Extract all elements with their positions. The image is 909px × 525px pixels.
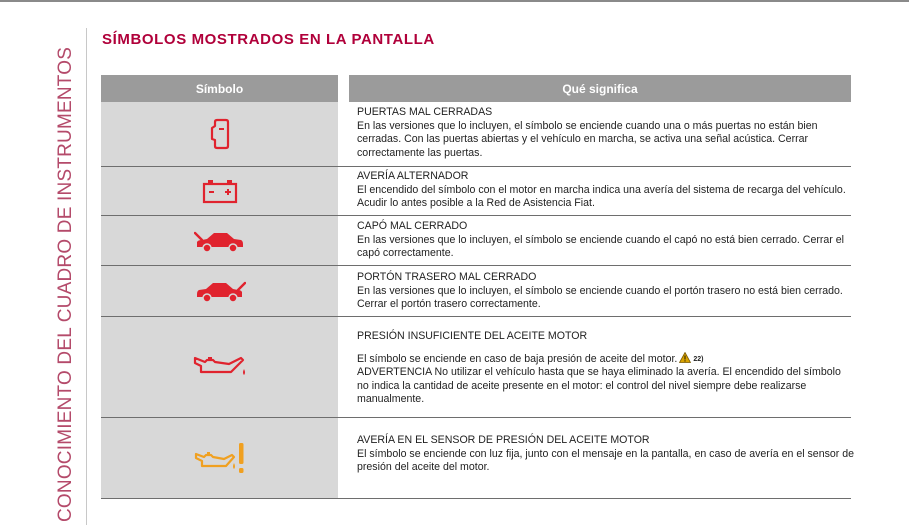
side-rule (86, 28, 87, 525)
row-oil-sensor-description (357, 434, 855, 475)
row-warning-text: ADVERTENCIA No utilizar el vehículo hasta que se haya eliminado la avería. El encendido del símbolo no indica la cantidad de aceite presente en el motor: el control del nivel siempre debe realizarse manualmente. (357, 366, 841, 406)
symbol-cell (101, 216, 338, 265)
symbol-cell (101, 266, 338, 316)
symbol-cell (101, 167, 338, 215)
oil-pressure-icon (193, 354, 247, 380)
row-title: PORTÓN TRASERO MAL CERRADO (357, 271, 537, 283)
row-doors-description (357, 106, 855, 160)
row-text: El símbolo se enciende con luz fija, junto con el mensaje en la pantalla, en caso de avería en el sensor de presión del aceite del motor. (357, 447, 855, 474)
row-text-main: El símbolo se enciende en caso de baja presión de aceite del motor. (357, 352, 678, 365)
row-text: El encendido del símbolo con el motor en marcha indica una avería del sistema de recarga del vehículo. Acudir lo antes posible a la Red de Asistencia Fiat. (357, 183, 846, 210)
tailgate-open-icon (194, 278, 246, 304)
symbol-cell (101, 102, 338, 166)
row-title: CAPÓ MAL CERRADO (357, 220, 468, 232)
row-title: PRESIÓN INSUFICIENTE DEL ACEITE MOTOR (357, 330, 588, 342)
top-rule (0, 0, 909, 2)
column-header-meaning: Qué significa (349, 75, 851, 102)
row-oil-pressure-description (357, 330, 855, 407)
bonnet-open-icon (194, 228, 246, 254)
warning-icon (679, 352, 691, 363)
note-reference: 22) (693, 355, 704, 363)
symbol-cell (101, 317, 338, 417)
row-divider (101, 498, 851, 499)
symbol-cell (101, 418, 338, 498)
row-text (357, 352, 855, 367)
row-title: AVERÍA ALTERNADOR (357, 170, 469, 182)
door-open-icon (210, 117, 230, 151)
row-text: En las versiones que lo incluyen, el símbolo se enciende cuando una o más puertas no están bien cerradas. Con las puertas abiertas y el vehículo en marcha, se activa una señal acústica. Cerrar correctamente las puertas. (357, 119, 818, 159)
row-alternator-description (357, 170, 855, 211)
row-tailgate-description (357, 271, 855, 312)
row-text: En las versiones que lo incluyen, el símbolo se enciende cuando el portón trasero no está bien cerrado. Cerrar el portón trasero correctamente. (357, 284, 843, 311)
row-title: AVERÍA EN EL SENSOR DE PRESIÓN DEL ACEITE MOTOR (357, 434, 650, 446)
column-header-symbol: Símbolo (101, 75, 338, 102)
page-title: SÍMBOLOS MOSTRADOS EN LA PANTALLA (102, 31, 435, 48)
row-title: PUERTAS MAL CERRADAS (357, 106, 493, 118)
battery-icon (202, 178, 238, 204)
row-text: En las versiones que lo incluyen, el símbolo se enciende cuando el capó no está bien cerrado. Cerrar el capó correctamente. (357, 233, 845, 260)
row-bonnet-description (357, 220, 855, 261)
oil-sensor-fault-icon (194, 441, 246, 475)
side-section-title: CONOCIMIENTO DEL CUADRO DE INSTRUMENTOS (55, 46, 76, 522)
